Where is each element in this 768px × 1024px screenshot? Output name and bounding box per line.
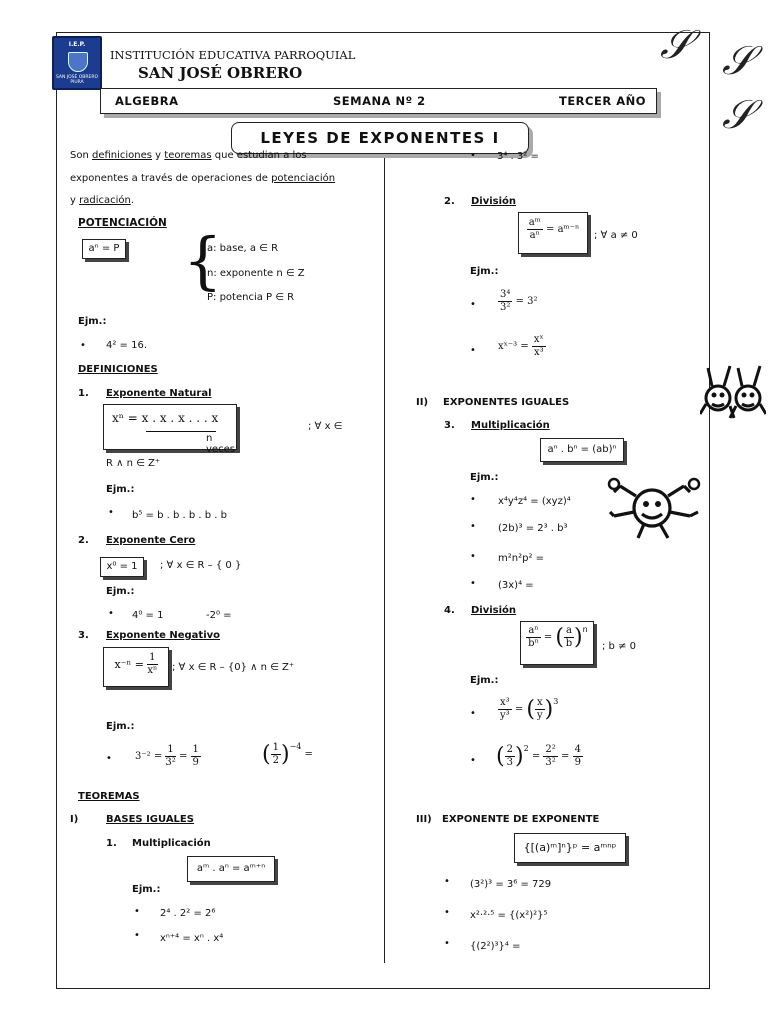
bullet-icon: • — [106, 753, 112, 764]
example-text: xⁿ⁺⁴ = xⁿ . x⁴ — [160, 933, 224, 944]
equal-exponent-division-formula: $\frac{\text{aⁿ}}{\text{bⁿ}}$ = ( $\frac{a}{b}$ )$^n$ — [520, 621, 594, 665]
def-number: 1. — [106, 838, 117, 849]
school-name: SAN JOSÉ OBRERO — [138, 64, 303, 82]
example-text: x⁴y⁴z⁴ = (xyz)⁴ — [498, 496, 571, 507]
bullet-icon: • — [470, 578, 476, 589]
logo-top-text: I.E.P. — [68, 41, 86, 48]
bullet-icon: • — [470, 299, 476, 310]
bullet-icon: • — [80, 340, 86, 351]
example-text: 3⁴ . 3² = — [497, 151, 539, 162]
section-number: III) — [416, 814, 432, 825]
example-text: {(2²)³}⁴ = — [470, 941, 521, 952]
example-text: b⁵ = b . b . b . b . b — [132, 510, 227, 521]
ejm-label: Ejm.: — [470, 266, 499, 277]
def-title: División — [471, 605, 517, 616]
def-title: Multiplicación — [471, 420, 550, 431]
condition-text: ; ∀ x ∈ R – {0} ∧ n ∈ Z⁺ — [172, 662, 295, 673]
column-divider — [384, 148, 385, 963]
bullet-icon: • — [444, 938, 450, 949]
bullet-icon: • — [470, 708, 476, 719]
example-text: 2⁴ . 2² = 2⁶ — [160, 908, 216, 919]
condition-text: ; ∀ a ≠ 0 — [594, 230, 638, 241]
school-logo — [52, 36, 102, 90]
section-title: EXPONENTES IGUALES — [443, 397, 570, 408]
condition-text: R ∧ n ∈ Z⁺ — [106, 458, 161, 469]
ejm-label: Ejm.: — [132, 884, 161, 895]
ejm-label: Ejm.: — [78, 316, 107, 327]
week-label: SEMANA Nº 2 — [333, 94, 426, 108]
bullet-icon: • — [470, 755, 476, 766]
page-title: LEYES DE EXPONENTES I — [231, 122, 529, 154]
def-title: Exponente Natural — [106, 388, 212, 399]
example-text: -2⁰ = — [206, 610, 232, 621]
potencia-formula: aⁿ = P — [82, 239, 126, 259]
intro-line-1: Son definiciones y teoremas que estudian a los — [70, 150, 307, 161]
left-brace: { — [183, 224, 223, 297]
section-number: I) — [70, 814, 79, 825]
bullet-icon: • — [134, 906, 140, 917]
smiley-cartoon-icon — [606, 476, 704, 542]
bullet-icon: • — [444, 907, 450, 918]
example-text: (2b)³ = 2³ . b³ — [498, 523, 568, 534]
monogram-icon: 𝒮 — [722, 38, 753, 84]
monogram-icon: 𝒮 — [722, 92, 753, 138]
equal-exponent-formula: aⁿ . bⁿ = (ab)ⁿ — [540, 438, 624, 462]
example-text: x²·²·⁵ = {(x²)²}⁵ — [470, 910, 548, 921]
example-formula: ( $\frac{2}{3}$ )$^2$ = $\frac{\text{2²}}{\text{3²}}$ = $\frac{4}{9}$ — [496, 744, 581, 769]
header-banner — [100, 88, 657, 114]
ejm-label: Ejm.: — [106, 484, 135, 495]
power-of-power-formula: {[(a)ᵐ]ⁿ}ᵖ = aᵐⁿᵖ — [514, 833, 626, 863]
def-title: Exponente Negativo — [106, 630, 221, 641]
example-text: (3²)³ = 3⁶ = 729 — [470, 879, 552, 890]
bullet-icon: • — [470, 494, 476, 505]
intro-line-3: y radicación. — [70, 195, 135, 206]
ejm-label: Ejm.: — [106, 721, 135, 732]
legend-exponent: n: exponente n ∈ Z — [207, 268, 305, 279]
legend-power: P: potencia P ∈ R — [207, 292, 295, 303]
twin-cartoon-icon — [700, 360, 766, 426]
section-number: II) — [416, 397, 429, 408]
bullet-icon: • — [470, 521, 476, 532]
def-number: 2. — [78, 535, 89, 546]
shield-icon — [68, 52, 88, 72]
ejm-label: Ejm.: — [470, 675, 499, 686]
bullet-icon: • — [134, 930, 140, 941]
definiciones-heading: DEFINICIONES — [78, 364, 158, 375]
bullet-icon: • — [444, 876, 450, 887]
example-text: 4² = 16. — [106, 340, 148, 351]
multiplication-formula: aᵐ . aⁿ = aᵐ⁺ⁿ — [187, 856, 275, 882]
condition-text: ; ∀ x ∈ R – { 0 } — [160, 560, 242, 571]
def-title: Multiplicación — [132, 838, 211, 849]
bullet-icon: • — [108, 608, 114, 619]
subject-label: ALGEBRA — [115, 94, 179, 108]
section-title: EXPONENTE DE EXPONENTE — [442, 814, 600, 825]
example-formula: xˣ⁻³ = $\frac{\text{xˣ}}{\text{x³}}$ — [498, 334, 544, 358]
example-text: 4⁰ = 1 — [132, 610, 164, 621]
logo-bottom-text: SAN JOSÉ OBRERO PIURA — [55, 75, 99, 85]
negative-exponent-formula: x⁻ⁿ = $\frac{1}{\text{xⁿ}}$ — [103, 647, 169, 687]
bullet-icon: • — [470, 551, 476, 562]
def-number: 3. — [444, 420, 455, 431]
ejm-label: Ejm.: — [470, 472, 499, 483]
def-number: 3. — [78, 630, 89, 641]
institution-name: INSTITUCIÓN EDUCATIVA PARROQUIAL — [110, 48, 356, 62]
def-number: 2. — [444, 196, 455, 207]
example-text: m²n²p² = — [498, 553, 545, 564]
monogram-icon: 𝒮 — [660, 22, 691, 68]
def-number: 1. — [78, 388, 89, 399]
def-number: 4. — [444, 605, 455, 616]
division-formula: $\frac{\text{aᵐ}}{\text{aⁿ}}$ = aᵐ⁻ⁿ — [518, 212, 588, 254]
bullet-icon: • — [108, 507, 114, 518]
legend-base: a: base, a ∈ R — [207, 243, 279, 254]
intro-line-2: exponentes a través de operaciones de potenciación — [70, 173, 336, 184]
zero-exponent-formula: x⁰ = 1 — [100, 557, 144, 577]
example-text: (3x)⁴ = — [498, 580, 534, 591]
condition-text: ; ∀ x ∈ — [308, 421, 343, 432]
example-formula: $\frac{\text{x³}}{\text{y³}}$ = ( $\frac{x}{y}$ )$^3$ — [499, 697, 559, 722]
example-formula: 3⁻² = $\frac{1}{\text{3²}}$ = $\frac{1}{9}$ — [135, 744, 199, 768]
ejm-label: Ejm.: — [106, 586, 135, 597]
def-title: Exponente Cero — [106, 535, 196, 546]
example-formula: $\frac{\text{3⁴}}{\text{3²}}$ = 3² — [500, 289, 538, 313]
natural-exponent-formula: xⁿ = x . x . x . . . x n veces — [103, 404, 237, 450]
example-formula: ( $\frac{1}{2}$ )$^{-4}$ = — [262, 742, 313, 767]
def-title: División — [471, 196, 517, 207]
bullet-icon: • — [470, 345, 476, 356]
section-title: BASES IGUALES — [106, 814, 194, 825]
bullet-icon: • — [470, 150, 476, 161]
teoremas-heading: TEOREMAS — [78, 791, 140, 802]
grade-label: TERCER AÑO — [558, 94, 646, 108]
potenciacion-heading: POTENCIACIÓN — [78, 217, 167, 229]
condition-text: ; b ≠ 0 — [602, 641, 636, 652]
